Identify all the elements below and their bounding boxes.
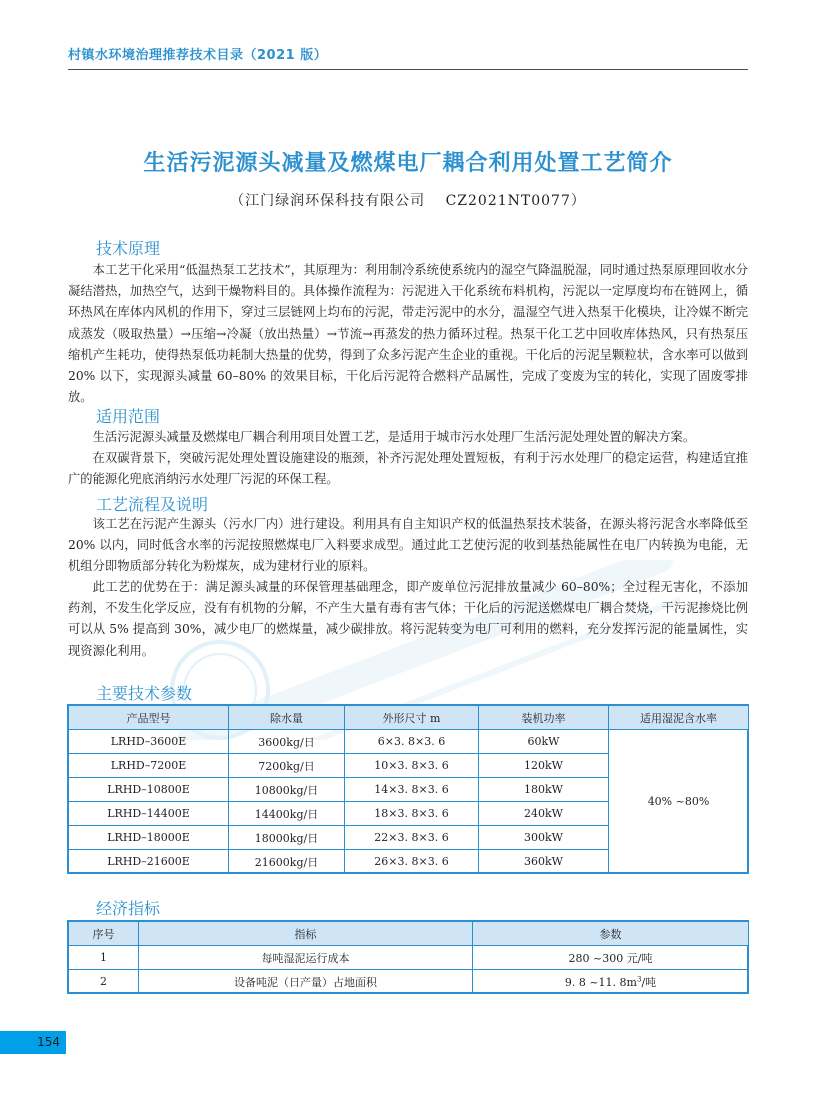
cell-item: 设备吨泥（日产量）占地面积 [139,970,473,994]
cell-dimensions: 18×3. 8×3. 6 [345,802,479,826]
process-paragraph-2: 此工艺的优势在于：满足源头减量的环保管理基础理念，即产废单位污泥排放量减少 60–80%；全过程无害化，不添加药剂，不发生化学反应，没有有机物的分解，不产生大量有毒有害气体；干化后的污泥送燃煤电厂耦合焚烧，干污泥掺烧比例可以从 5% 提高到 30%，减少电厂的燃煤量，减少碳排放。将污泥转变为电厂可利用的燃料，充分发挥污泥的能量属性，实现资源化利用。 [68,580,748,658]
economics-header-row [69,922,749,946]
cell-power: 180kW [479,778,609,802]
cell-water-removal: 14400kg/日 [229,802,345,826]
header-rule [68,69,748,70]
running-title: 村镇水环境治理推荐技术目录（2021 版） [68,48,328,63]
params-col-power: 装机功率 [479,706,609,730]
table-row [69,970,749,994]
cell-dimensions: 6×3. 8×3. 6 [345,730,479,754]
economics-col-item: 指标 [139,922,473,946]
economics-col-no: 序号 [69,922,139,946]
economics-table [68,921,749,994]
economics-col-value: 参数 [473,922,749,946]
cell-power: 300kW [479,826,609,850]
cell-moisture-range: 40% ~80% [609,730,749,874]
section-heading-params: 主要技术参数 [96,684,193,703]
params-table [68,705,749,874]
cell-dimensions: 14×3. 8×3. 6 [345,778,479,802]
cell-water-removal: 3600kg/日 [229,730,345,754]
cell-model: LRHD–18000E [69,826,229,850]
cell-power: 240kW [479,802,609,826]
article-subtitle: （江门绿润环保科技有限公司 CZ2021NT0077） [230,193,586,209]
cell-dimensions: 22×3. 8×3. 6 [345,826,479,850]
cell-model: LRHD–14400E [69,802,229,826]
params-col-dimensions: 外形尺寸 m [345,706,479,730]
section-heading-process: 工艺流程及说明 [96,495,209,514]
cell-model: LRHD–7200E [69,754,229,778]
cell-value: 280 ~300 元/吨 [473,946,749,970]
cell-power: 360kW [479,850,609,874]
article-title: 生活污泥源头减量及燃煤电厂耦合利用处置工艺简介 [143,150,673,176]
cell-water-removal: 21600kg/日 [229,850,345,874]
cell-water-removal: 7200kg/日 [229,754,345,778]
scope-paragraph-2: 在双碳背景下，突破污泥处理处置设施建设的瓶颈，补齐污泥处理处置短板，有利于污水处理厂的稳定运营，构建适宜推广的能源化兜底消纳污水处理厂污泥的环保工程。 [68,451,748,487]
cell-water-removal: 10800kg/日 [229,778,345,802]
section-heading-scope: 适用范围 [96,407,161,426]
value-text: 9. 8 ~11. 8m [564,975,637,989]
page-number: 154 [0,1031,66,1054]
table-row [69,730,749,754]
cell-model: LRHD–10800E [69,778,229,802]
process-paragraph-1: 该工艺在污泥产生源头（污水厂内）进行建设。利用具有自主知识产权的低温热泵技术装备，在源头将污泥含水率降低至 20% 以内，同时低含水率的污泥按照燃煤电厂入料要求成型。通过此工艺使污泥的收到基热能属性在电厂内转换为电能，无机组分即物质部分转化为粉煤灰，成为建材行业的原料。 [68,517,748,574]
cell-dimensions: 26×3. 8×3. 6 [345,850,479,874]
cell-model: LRHD–21600E [69,850,229,874]
scope-paragraph-1: 生活污泥源头减量及燃煤电厂耦合利用项目处置工艺，是适用于城市污水处理厂生活污泥处理处置的解决方案。 [92,430,696,444]
cell-water-removal: 18000kg/日 [229,826,345,850]
cell-dimensions: 10×3. 8×3. 6 [345,754,479,778]
cell-power: 60kW [479,730,609,754]
cell-power: 120kW [479,754,609,778]
cell-item: 每吨湿泥运行成本 [139,946,473,970]
table-row [69,946,749,970]
params-col-water-removal: 除水量 [229,706,345,730]
value-unit: /吨 [641,975,657,989]
cell-value [473,970,749,994]
params-col-model: 产品型号 [69,706,229,730]
principle-paragraph: 本工艺干化采用“低温热泵工艺技术”，其原理为：利用制冷系统使系统内的湿空气降温脱湿，同时通过热泵原理回收水分凝结潜热，加热空气，达到干燥物料目的。具体操作流程为：污泥进入干化系统布料机构，污泥以一定厚度均布在链网上，循环热风在库体内风机的作用下，穿过三层链网上均布的污泥，带走污泥中的水分，温湿空气进入热泵干化模块，让冷媒不断完成蒸发（吸取热量）→压缩→冷凝（放出热量）→节流→再蒸发的热力循环过程。热泵干化工艺中回收库体热风，只有热泵压缩机产生耗功，使得热泵低功耗制大热量的优势，得到了众多污泥产生企业的重视。干化后的污泥呈颗粒状，含水率可以做到 20% 以下，实现源头减量 60–80% 的效果目标，干化后污泥符合燃料产品属性，完成了变废为宝的转化，实现了固废零排放。 [68,263,748,405]
params-header-row [69,706,749,730]
cell-no: 2 [69,970,139,994]
cell-no: 1 [69,946,139,970]
section-heading-principle: 技术原理 [96,239,161,258]
section-heading-economics: 经济指标 [96,899,161,918]
cell-model: LRHD–3600E [69,730,229,754]
params-col-moisture: 适用湿泥含水率 [609,706,749,730]
value-superscript: 3 [636,974,642,983]
